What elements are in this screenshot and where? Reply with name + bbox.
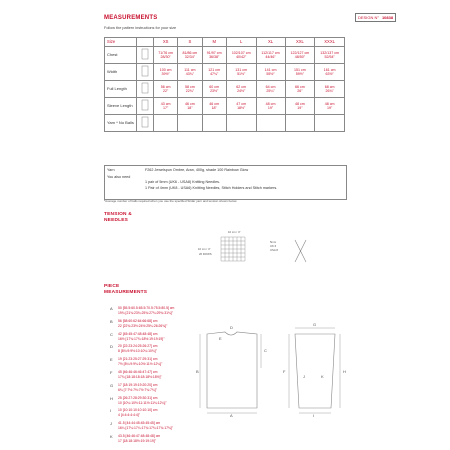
needle-size-labels: [270, 240, 278, 252]
table-cell: [315, 115, 345, 132]
table-cell: [178, 115, 202, 132]
piece-letter: H: [110, 395, 113, 401]
piece-imperial: 7½ [8¼:9:9¾:10½:11½:12¼]": [118, 362, 163, 367]
width-icon: [137, 64, 154, 81]
page-subtitle: Follow the pattern instructions for your size: [104, 26, 177, 30]
piece-imperial: 16½ [17¾:17¾:18½:19:19:19]": [118, 336, 165, 341]
table-cell: 132/137 cm 52/54": [315, 47, 345, 64]
table-cell: 100 cm 39½": [154, 64, 178, 81]
sleeve-outline: [295, 334, 335, 408]
piece-letter: C: [110, 331, 113, 337]
table-cell: 91/97 cm 36/38": [202, 47, 226, 64]
table-row: [105, 115, 345, 132]
piece-metric: 17 [18:19:19:19:20:20] cm: [118, 382, 158, 387]
table-cell: 121 cm 47¾": [202, 64, 226, 81]
table-cell: 161 cm 63½": [315, 64, 345, 81]
diagram-label-d: D: [230, 325, 233, 330]
table-cell: 43 cm 17": [154, 98, 178, 115]
table-cell: [202, 115, 226, 132]
table-row: [105, 98, 345, 115]
design-label: DESIGN N°: [358, 15, 379, 20]
piece-metric: 19 [21:23:25:27:29:31] cm: [118, 357, 158, 362]
piece-imperial: 8 [8¾:9:9½:10:10¼:10¾]": [118, 349, 157, 354]
chest-icon: [137, 47, 154, 64]
yarn-ball-icon: [137, 115, 154, 132]
table-header-row: [105, 38, 345, 47]
piece-letter: J: [110, 421, 112, 427]
size-xxl: XXL: [285, 38, 315, 47]
table-cell: [256, 115, 285, 132]
row-label: Chest: [105, 47, 137, 64]
piece-imperial: 22 [22¾:23½:24½:25¼:26:26¾]": [118, 323, 168, 328]
body-outline: [207, 332, 257, 408]
piece-letter: A: [110, 306, 113, 311]
diagram-label-a: A: [230, 413, 233, 418]
diagram-label-g: G: [313, 322, 317, 327]
tension-width-label: 10 cm / 4": [228, 230, 241, 234]
measurements-table: [104, 37, 345, 132]
diagram-label-c: C: [264, 348, 267, 353]
tension-height-label-1: 10 cm / 4": [198, 247, 211, 251]
tension-heading-line-2: NEEDLES: [104, 218, 129, 223]
piece-letter: K: [110, 434, 113, 439]
yarn-note: *Average number of balls required when you use the specified Sirdar yarn and tension shown below: [104, 199, 237, 203]
diagram-label-e: E: [219, 336, 222, 341]
size-label: Size: [105, 38, 137, 47]
table-cell: [154, 115, 178, 132]
table-cell: 71/76 cm 28/30": [154, 47, 178, 64]
tension-heading-line-1: TENSION &: [104, 212, 132, 217]
table-cell: 68 cm 26¾": [315, 81, 345, 98]
diagram-label-b: B: [196, 369, 199, 374]
table-cell: 64 cm 25¼": [256, 81, 285, 98]
table-row: [105, 47, 345, 64]
sleeve-icon: [137, 98, 154, 115]
diagram-label-k: K: [321, 374, 324, 379]
page-title: MEASUREMENTS: [104, 15, 158, 21]
size-xxxl: XXXL: [315, 38, 345, 47]
table-cell: 56 cm 22": [154, 81, 178, 98]
table-cell: 46 cm 18": [178, 98, 202, 115]
row-label: Width: [105, 64, 137, 81]
table-cell: 46 cm 18": [202, 98, 226, 115]
design-number-badge: [355, 13, 396, 22]
yarn-label: Yarn: [107, 168, 115, 172]
table-cell: 122/127 cm 48/50": [285, 47, 315, 64]
piece-imperial: 4 [4:4:4:4:4:4]": [118, 413, 140, 418]
table-cell: 60 cm 23½": [202, 81, 226, 98]
table-cell: 48 cm 19": [315, 98, 345, 115]
table-cell: 62 cm 24½": [226, 81, 256, 98]
piece-letter: E: [110, 357, 113, 363]
size-m: M: [202, 38, 226, 47]
piece-imperial: 10 [10¼:10½:11:11½:11¾:12¼]": [118, 400, 167, 405]
yarn-box: [104, 165, 347, 200]
table-cell: [285, 115, 315, 132]
need-line-1: 1 pair of 5mm (UK6 - USA8) Knitting Needles.: [145, 180, 221, 184]
size-xl: XL: [256, 38, 285, 47]
yarn-text: F262 Jewelspun Ombre, Aran, 400g, shade 100 Rainbow Glow: [145, 168, 249, 172]
piece-heading-line-1: PIECE: [104, 284, 120, 289]
piece-letter: I: [110, 408, 112, 414]
needle-size-uk: UK 6: [270, 244, 277, 248]
piece-letter: B: [110, 318, 113, 324]
table-cell: 48 cm 19": [285, 98, 315, 115]
piece-metric: 41.5 [44:44:45:45:45:45] cm: [118, 421, 161, 426]
piece-metric: 20 [22:23:24:25:26:27] cm: [118, 344, 158, 349]
garment-diagram: [195, 318, 355, 418]
needle-size-mm: 5mm: [270, 240, 277, 244]
size-xs: XS: [154, 38, 178, 47]
tension-height-label-2: 26 ROWS: [199, 252, 212, 256]
piece-metric: 50 [55.5:60.5:65.5:70.5:75.5:80.5] cm: [118, 306, 175, 310]
header-icon-cell: [137, 38, 154, 47]
piece-metric: 43.5 [46:46:47:48:48:48] cm: [118, 434, 161, 438]
piece-imperial: 16¼ [17¼:17¼:17¾:17¾:17¾:17¾]": [118, 426, 173, 431]
need-line-2: 1 Pair of 4mm (UK8 - USA6) Knitting Needles, Stitch Holders and Stitch markers.: [145, 186, 278, 190]
length-icon: [137, 81, 154, 98]
table-cell: [226, 115, 256, 132]
piece-imperial: 17¾ [18:18:18:18:18½:18½]": [118, 375, 162, 379]
piece-metric: 56 [58:60:62:64:66:68] cm: [118, 318, 158, 323]
row-label: Yarn * No Balls: [105, 115, 137, 132]
piece-imperial: 19¾ [21¾:23¾:25¾:27¾:29¾:31¾]": [118, 311, 173, 315]
piece-letter: D: [110, 344, 113, 350]
diagram-label-f: F: [283, 369, 286, 374]
piece-imperial: 17 [18:18:18½:19:19:19]": [118, 439, 156, 443]
table-cell: 151 cm 59½": [285, 64, 315, 81]
table-cell: 111 cm 43¾": [178, 64, 202, 81]
piece-heading-line-2: MEASUREMENTS: [104, 290, 148, 295]
piece-metric: 10 [10:10:10:10:10:10] cm: [118, 408, 158, 413]
piece-metric: 45 [46:46:46:46:47:47] cm: [118, 370, 158, 374]
table-cell: 112/117 cm 44/46": [256, 47, 285, 64]
table-cell: 81/86 cm 32/34": [178, 47, 202, 64]
table-cell: 131 cm 51½": [226, 64, 256, 81]
row-label: Sleeve Length: [105, 98, 137, 115]
diagram-label-h: H: [343, 369, 346, 374]
design-number: 10838: [381, 15, 394, 20]
piece-metric: 42 [45:45:47:48:48:48] cm: [118, 331, 158, 336]
table-row: [105, 81, 345, 98]
crossed-needles-icon: [292, 236, 310, 264]
piece-metric: 25 [26:27:28:29:30:31] cm: [118, 395, 158, 400]
table-cell: 47 cm 18½": [226, 98, 256, 115]
size-s: S: [178, 38, 202, 47]
diagram-label-j: J: [303, 374, 305, 379]
table-row: [105, 64, 345, 81]
piece-imperial: 6¾ [7:7½:7½:7½:7¾:7¾]": [118, 387, 157, 392]
tension-swatch-grid-icon: [218, 234, 248, 264]
row-label: Full Length: [105, 81, 137, 98]
table-cell: 66 cm 26": [285, 81, 315, 98]
piece-letter: G: [110, 382, 114, 388]
diagram-label-i: I: [313, 413, 315, 418]
needle-size-usa: USA 8: [270, 248, 278, 252]
piece-letter: F: [110, 370, 113, 375]
table-cell: 102/107 cm 40/42": [226, 47, 256, 64]
table-cell: 48 cm 19": [256, 98, 285, 115]
size-l: L: [226, 38, 256, 47]
tension-heading: [104, 212, 132, 224]
table-cell: 58 cm 22¾": [178, 81, 202, 98]
table-cell: 141 cm 55½": [256, 64, 285, 81]
piece-heading: [104, 284, 147, 296]
need-label: You also need: [107, 175, 131, 179]
